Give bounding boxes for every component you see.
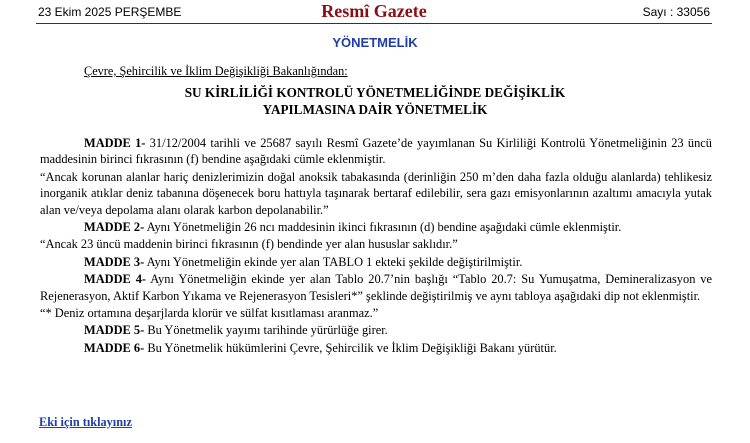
regulation-body xyxy=(40,135,712,357)
article-text: Aynı Yönetmeliğin 26 ncı maddesinin ikinci fıkrasının (d) bendine aşağıdaki cümle eklenmiştir. xyxy=(144,220,622,235)
article-4 xyxy=(40,271,712,304)
article-3 xyxy=(40,254,712,270)
gazette-header xyxy=(38,3,710,23)
header-divider xyxy=(36,23,712,24)
article-label: MADDE 5- xyxy=(84,323,145,338)
gazette-issue-number: Sayı : 33056 xyxy=(642,5,710,19)
article-label: MADDE 3- xyxy=(84,254,145,269)
gazette-title: Resmî Gazete xyxy=(321,1,427,21)
article-2 xyxy=(40,219,712,235)
article-6 xyxy=(40,340,712,356)
article-1 xyxy=(40,135,712,168)
gazette-date: 23 Ekim 2025 PERŞEMBE xyxy=(38,5,182,19)
article-4-quote: “* Deniz ortamına deşarjlarda klorür ve sülfat kısıtlaması aranmaz.” xyxy=(40,306,379,321)
article-label: MADDE 4- xyxy=(84,272,147,287)
article-label: MADDE 6- xyxy=(84,340,145,355)
article-5 xyxy=(40,322,712,338)
annex-link[interactable]: Eki için tıklayınız xyxy=(39,415,132,429)
article-text: Bu Yönetmelik hükümlerini Çevre, Şehircilik ve İklim Değişikliği Bakanı yürütür. xyxy=(144,340,557,355)
document-category: YÖNETMELİK xyxy=(332,35,418,50)
article-text: 31/12/2004 tarihli ve 25687 sayılı Resmî Gazete’de yayımlanan Su Kirliliği Kontrolü Yönetmeliğinin 23 üncü maddesinin birinci fıkrasının (f) bendine aşağıdaki cümle eklenmiştir. xyxy=(40,136,712,167)
article-1-quote: “Ancak korunan alanlar hariç denizlerimizin doğal anoksik tabakasında (derinliğin 250 m’den daha fazla olduğu alanlarda) tehlikesiz inorganik atıklar deniz tabanına döşenecek boru hattıyla taşınarak bertaraf edilebilir, sera gazı emisyonlarının azaltımı amacıyla yutak alan ve/veya depolama alanı olarak karbon depolanabilir.” xyxy=(40,169,712,217)
regulation-title-line-1: SU KİRLİLİĞİ KONTROLÜ YÖNETMELİĞİNDE DEĞİŞİKLİK xyxy=(184,85,566,100)
article-2-quote: “Ancak 23 üncü maddenin birinci fıkrasının (f) bendinde yer alan hususlar saklıdır.” xyxy=(40,237,458,252)
article-label: MADDE 1- xyxy=(84,136,146,150)
article-text: Aynı Yönetmeliğin ekinde yer alan TABLO 1 ekteki şekilde değiştirilmiştir. xyxy=(144,254,523,269)
article-text: Aynı Yönetmeliğin ekinde yer alan Tablo 20.7’nin başlığı “Tablo 20.7: Su Yumuşatma, Demineralizasyon ve Rejenerasyon, Aktif Karbon Yıkama ve Rejenerasyon Tesisleri*” şeklinde değiştirilmiş ve aynı tabloya aşağıdaki dip not eklenmiştir. xyxy=(40,272,712,303)
article-text: Bu Yönetmelik yayımı tarihinde yürürlüğe girer. xyxy=(144,323,388,338)
regulation-title-line-2: YAPILMASINA DAİR YÖNETMELİK xyxy=(262,102,488,117)
issuing-ministry: Çevre, Şehircilik ve İklim Değişikliği Bakanlığından: xyxy=(84,64,348,78)
article-label: MADDE 2- xyxy=(84,220,145,235)
